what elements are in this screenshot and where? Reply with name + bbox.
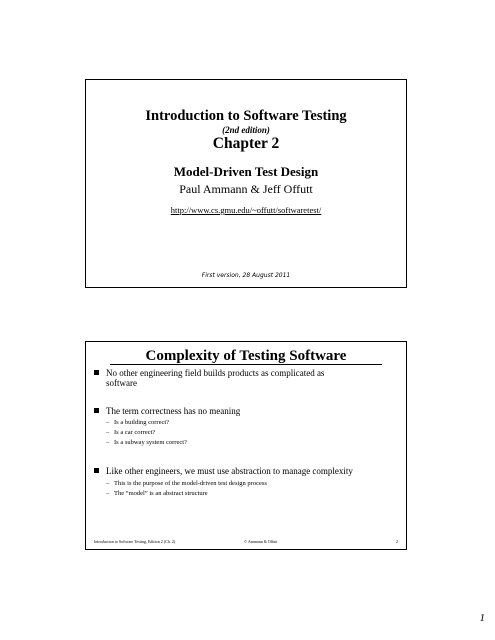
sub-list: [106, 479, 396, 499]
sub-item-text: The “model” is an abstract structure: [114, 490, 208, 497]
bullet-line: Like other engineers, we must use abstraction to manage complexity: [106, 466, 353, 476]
square-bullet-icon: [94, 370, 99, 375]
footer-course: Introduction to Software Testing, Edition 2 (Ch. 2): [94, 539, 176, 544]
sub-item-text: This is the purpose of the model-driven test design process: [114, 480, 267, 487]
slide-heading: Complexity of Testing Software: [145, 348, 347, 364]
square-bullet-icon: [94, 468, 99, 473]
version-note: First version, 28 August 2011: [201, 272, 291, 279]
sub-item-text: Is a car correct?: [114, 429, 156, 436]
bullet-line: No other engineering field builds products as complicated as: [106, 368, 325, 378]
page-number: 1: [479, 612, 485, 624]
bullet-item: [94, 466, 400, 476]
sub-item: – This is the purpose of the model-driven test design process: [106, 480, 267, 487]
bullet-item: [94, 368, 400, 388]
heading-underline: [110, 364, 382, 365]
content-slide: [85, 341, 407, 550]
chapter-subtitle: Model-Driven Test Design: [173, 164, 319, 179]
edition-label: (2nd edition): [222, 125, 270, 135]
sub-item: – Is a car correct?: [106, 429, 156, 436]
chapter-heading: Chapter 2: [212, 135, 280, 152]
sub-item: – The “model” is an abstract structure: [106, 490, 208, 497]
bullet-item: [94, 406, 400, 416]
footer-slide-number: 2: [396, 539, 398, 544]
authors: Paul Ammann & Jeff Offutt: [179, 182, 313, 196]
bullet-line: The term correctness has no meaning: [106, 406, 241, 416]
sub-list: [106, 418, 396, 448]
sub-item-text: Is a building correct?: [114, 419, 170, 426]
website-link[interactable]: http://www.cs.gmu.edu/~offutt/softwaretest/: [170, 205, 322, 215]
sub-item-text: Is a subway system correct?: [114, 439, 187, 446]
square-bullet-icon: [94, 408, 99, 413]
title-slide: [85, 79, 407, 288]
sub-item: – Is a subway system correct?: [106, 439, 187, 446]
footer-copyright: © Ammann & Offutt: [244, 539, 278, 544]
bullet-line: software: [106, 378, 137, 388]
sub-item: – Is a building correct?: [106, 419, 170, 426]
slide-title: Introduction to Software Testing: [145, 108, 347, 124]
